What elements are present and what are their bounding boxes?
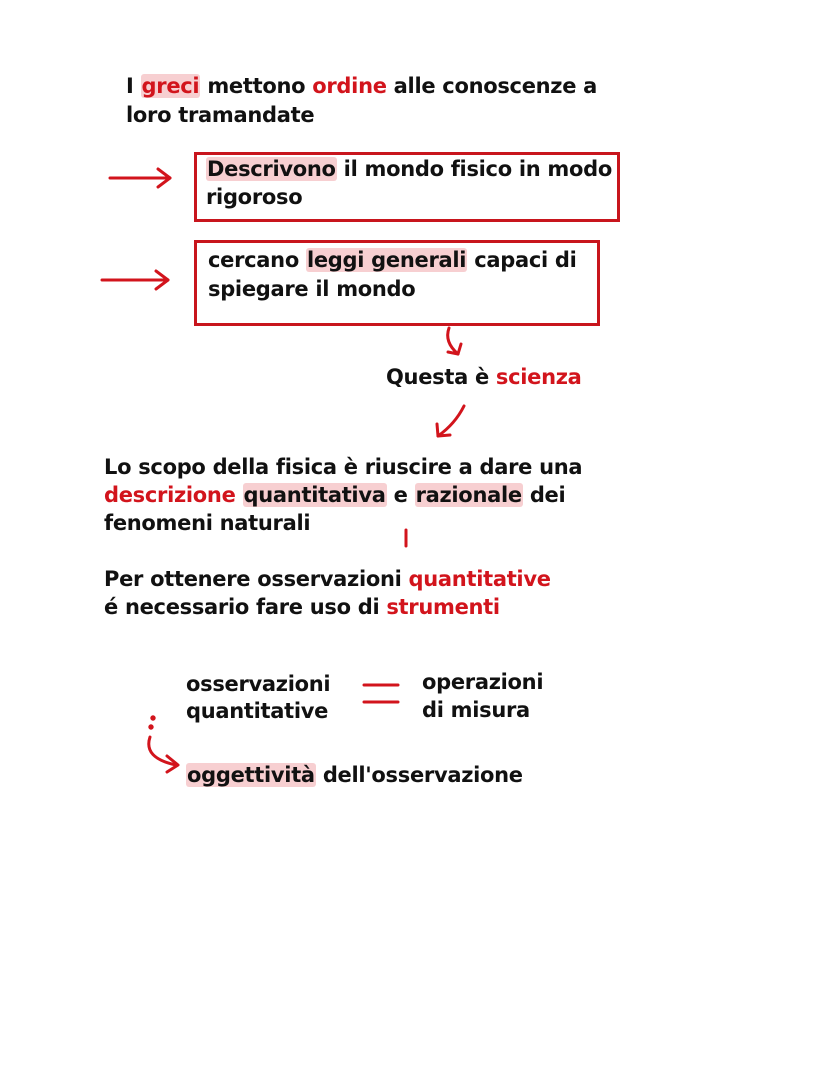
box2-text: capaci di: [467, 248, 577, 272]
equation-right-line-1: operazioni: [422, 670, 544, 694]
curved-arrow-down-icon: [448, 328, 461, 354]
box2-line-2: spiegare il mondo: [208, 277, 416, 301]
equation-left-line-2: quantitative: [186, 699, 329, 723]
measure-text: é necessario fare uso di: [104, 595, 387, 619]
keyword-scienza: scienza: [495, 365, 582, 389]
keyword-descrizione: descrizione: [104, 483, 236, 507]
intro-line-1: [126, 72, 597, 100]
scope-line-3: fenomeni naturali: [104, 511, 311, 535]
keyword-strumenti: strumenti: [386, 595, 500, 619]
box2-line-1: [208, 246, 577, 274]
keyword-greci: greci: [141, 74, 200, 98]
arrow-right-icon: [110, 169, 170, 187]
keyword-quantitativa: quantitativa: [243, 483, 386, 507]
measure-line-1: [104, 565, 551, 593]
box1-line-1: [206, 155, 612, 183]
measure-text: Per ottenere osservazioni: [104, 567, 409, 591]
keyword-leggi-generali: leggi generali: [306, 248, 467, 272]
spacer: [236, 483, 243, 507]
scope-line-1: Lo scopo della fisica è riuscire a dare una: [104, 455, 583, 479]
box2-text: cercano: [208, 248, 306, 272]
box1-line-2: rigoroso: [206, 185, 303, 209]
arrow-down-left-icon: [437, 406, 464, 436]
intro-line-2: loro tramandate: [126, 103, 315, 127]
measure-line-2: [104, 593, 500, 621]
keyword-ordine: ordine: [312, 74, 387, 98]
scope-line-2: [104, 481, 565, 509]
keyword-descrivono: Descrivono: [207, 157, 336, 181]
box1-text: il mondo fisico in modo: [336, 157, 612, 181]
scope-text: e: [386, 483, 415, 507]
science-text: Questa è: [386, 365, 496, 389]
intro-text: I: [126, 74, 141, 98]
science-line: [386, 363, 582, 391]
arrow-right-icon: [102, 271, 168, 289]
scope-text: dei: [522, 483, 566, 507]
intro-text: mettono: [200, 74, 313, 98]
equation-right-line-2: di misura: [422, 698, 530, 722]
equals-icon: [364, 685, 398, 702]
objectivity-line: [186, 761, 523, 789]
objectivity-text: dell'osservazione: [315, 763, 523, 787]
equation-left-line-1: osservazioni: [186, 672, 331, 696]
keyword-oggettivita: oggettività: [187, 763, 315, 787]
keyword-razionale: razionale: [415, 483, 522, 507]
curved-arrow-right-icon: [149, 717, 178, 772]
keyword-quantitative: quantitative: [408, 567, 551, 591]
intro-text: alle conoscenze a: [386, 74, 598, 98]
